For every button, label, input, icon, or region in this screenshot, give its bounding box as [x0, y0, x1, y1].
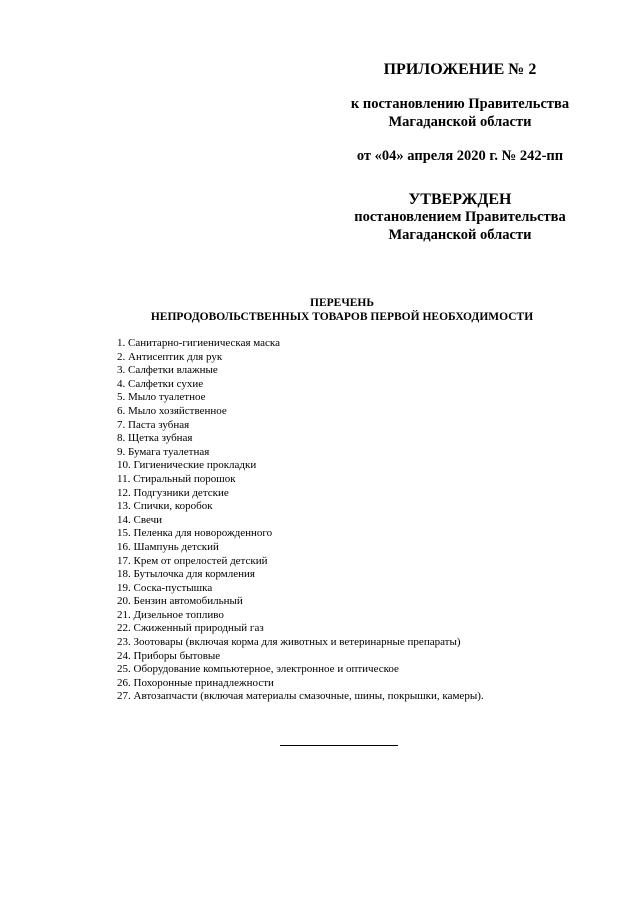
list-item: 27. Автозапчасти (включая материалы смазочные, шины, покрышки, камеры). — [117, 690, 484, 703]
list-item: 9. Бумага туалетная — [117, 445, 210, 458]
resolution-date-line: от «04» апреля 2020 г. № 242-пп — [356, 148, 564, 164]
list-item: 6. Мыло хозяйственное — [117, 404, 227, 417]
list-title-line2: НЕПРОДОВОЛЬСТВЕННЫХ ТОВАРОВ ПЕРВОЙ НЕОБХОДИМОСТИ — [150, 311, 534, 323]
list-item: 18. Бутылочка для кормления — [117, 568, 255, 581]
list-item: 11. Стиральный порошок — [117, 472, 236, 485]
list-item: 16. Шампунь детский — [117, 540, 219, 553]
list-title-line1: ПЕРЕЧЕНЬ — [310, 297, 374, 309]
list-item: 20. Бензин автомобильный — [117, 595, 243, 608]
goods-list — [117, 337, 597, 704]
list-item: 4. Салфетки сухие — [117, 377, 204, 390]
list-item: 23. Зоотовары (включая корма для животных и ветеринарные препараты) — [117, 636, 461, 649]
list-item: 15. Пеленка для новорожденного — [117, 527, 273, 540]
list-item: 22. Сжиженный природный газ — [117, 622, 264, 635]
list-item: 25. Оборудование компьютерное, электронное и оптическое — [117, 663, 399, 676]
list-item: 19. Соска-пустышка — [117, 581, 213, 594]
approved-by-line2: Магаданской области — [388, 227, 532, 243]
list-item: 7. Паста зубная — [117, 418, 190, 431]
to-resolution-line2: Магаданской области — [388, 114, 532, 130]
end-divider — [280, 745, 398, 746]
list-item: 1. Санитарно-гигиеническая маска — [117, 337, 280, 349]
approved-heading: УТВЕРЖДЕН — [408, 191, 512, 208]
list-item: 14. Свечи — [117, 513, 162, 526]
list-title — [100, 296, 584, 324]
to-resolution-line1: к постановлению Правительства — [350, 96, 570, 112]
list-item: 13. Спички, коробок — [117, 500, 213, 513]
appendix-heading: ПРИЛОЖЕНИЕ № 2 — [383, 61, 537, 78]
list-item: 17. Крем от опрелостей детский — [117, 554, 268, 567]
list-item: 8. Щетка зубная — [117, 432, 193, 445]
approved-by-line1: постановлением Правительства — [354, 209, 566, 225]
list-item: 10. Гигиенические прокладки — [117, 459, 257, 472]
list-item: 5. Мыло туалетное — [117, 391, 206, 404]
list-item: 2. Антисептик для рук — [117, 350, 223, 363]
list-item: 24. Приборы бытовые — [117, 649, 221, 662]
list-item: 12. Подгузники детские — [117, 486, 229, 499]
list-item: 3. Салфетки влажные — [117, 364, 218, 377]
list-item: 21. Дизельное топливо — [117, 608, 224, 621]
list-item: 26. Похоронные принадлежности — [117, 676, 274, 689]
